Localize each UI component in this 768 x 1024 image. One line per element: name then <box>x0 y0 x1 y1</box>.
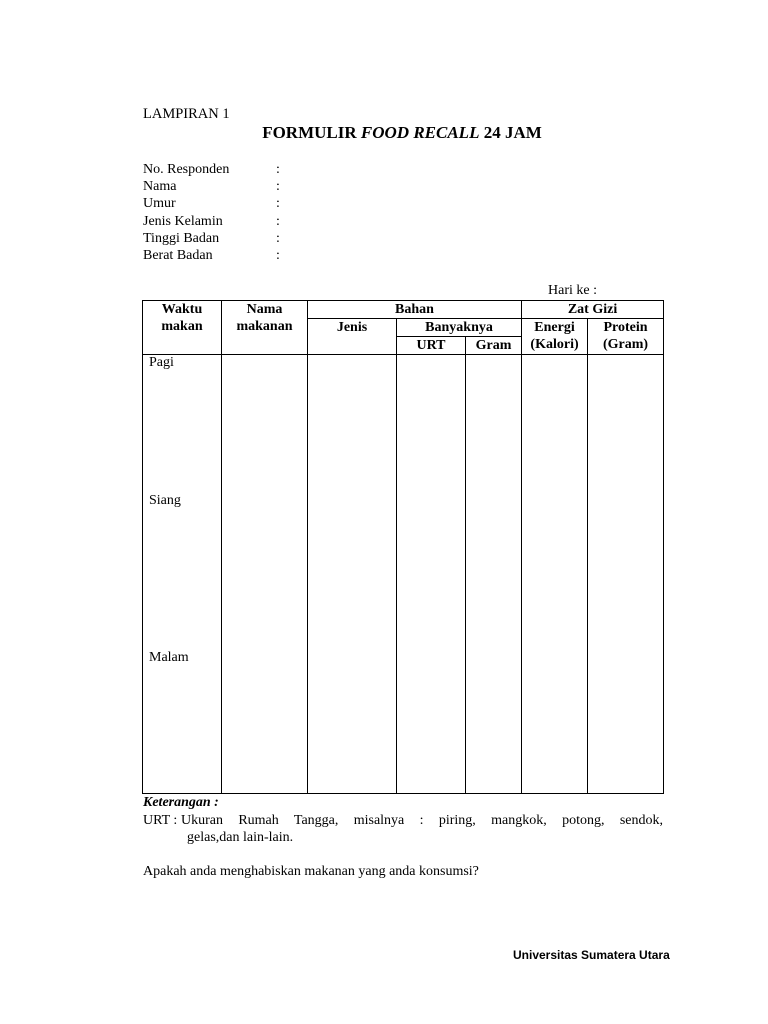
question-text: Apakah anda menghabiskan makanan yang anda konsumsi? <box>143 864 479 879</box>
meal-time-cell <box>143 355 222 794</box>
identity-colon: : <box>276 213 280 229</box>
food-recall-table <box>142 300 664 794</box>
identity-colon: : <box>276 162 280 177</box>
urt-definition-cont: gelas,dan lain-lain. <box>187 830 294 845</box>
energy-cell[interactable] <box>522 355 588 794</box>
meal-evening: Malam <box>149 650 189 665</box>
meal-noon: Siang <box>149 493 181 508</box>
header-amount: Banyaknya <box>397 319 522 337</box>
day-label: Hari ke : <box>548 283 597 298</box>
title-suffix: 24 JAM <box>479 123 542 142</box>
identity-label: Jenis Kelamin <box>143 213 223 229</box>
appendix-label: LAMPIRAN 1 <box>143 106 230 122</box>
meal-morning: Pagi <box>149 355 174 370</box>
header-type: Jenis <box>308 319 397 355</box>
header-energy: Energi (Kalori) <box>522 319 588 355</box>
identity-row <box>143 230 280 247</box>
urt-definition: Ukuran Rumah Tangga, misalnya : piring, mangkok, potong, sendok, <box>181 813 663 828</box>
identity-row <box>143 213 280 230</box>
header-meal-time: Waktu makan <box>143 301 222 355</box>
title-prefix: FORMULIR <box>262 123 361 142</box>
gram-cell[interactable] <box>466 355 522 794</box>
urt-cell[interactable] <box>397 355 466 794</box>
identity-label: Umur <box>143 196 176 212</box>
header-material: Bahan <box>308 301 522 319</box>
header-gram: Gram <box>466 337 522 355</box>
urt-note <box>143 812 663 846</box>
title-italic: FOOD RECALL <box>360 123 480 142</box>
identity-colon: : <box>276 179 280 195</box>
identity-label: Nama <box>143 179 177 195</box>
identity-row <box>143 161 280 178</box>
respondent-identity <box>143 161 280 264</box>
header-nutrient: Zat Gizi <box>522 301 664 319</box>
urt-key: URT : <box>143 813 178 828</box>
identity-label: No. Responden <box>143 162 230 177</box>
header-protein: Protein (Gram) <box>588 319 664 355</box>
food-name-cell[interactable] <box>222 355 308 794</box>
type-cell[interactable] <box>308 355 397 794</box>
protein-cell[interactable] <box>588 355 664 794</box>
identity-label: Berat Badan <box>143 247 213 263</box>
identity-label: Tinggi Badan <box>143 230 220 246</box>
header-urt: URT <box>397 337 466 355</box>
identity-row <box>143 195 280 212</box>
identity-row <box>143 178 280 195</box>
identity-colon: : <box>276 196 280 212</box>
header-food-name: Nama makanan <box>222 301 308 355</box>
notes-heading: Keterangan : <box>143 795 219 810</box>
footer-university: Universitas Sumatera Utara <box>513 948 670 962</box>
identity-row <box>143 247 280 264</box>
identity-colon: : <box>276 247 280 263</box>
form-title <box>0 123 768 143</box>
identity-colon: : <box>276 230 280 246</box>
